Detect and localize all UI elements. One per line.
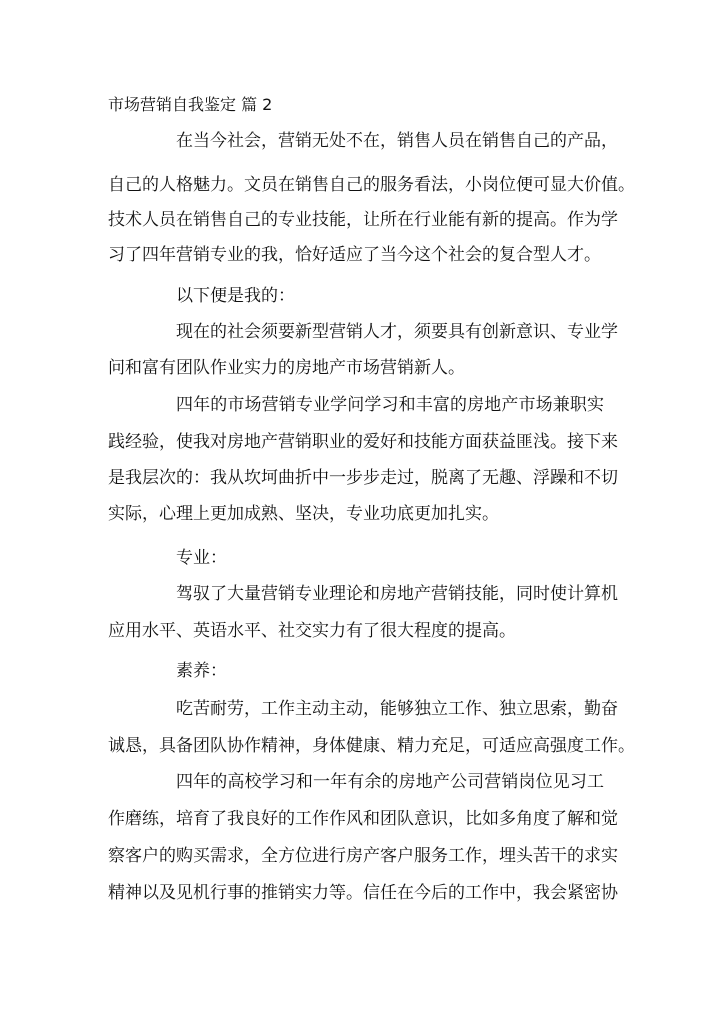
- paragraph-line: 驾驭了大量营销专业理论和房地产营销技能，同时使计算机: [176, 584, 618, 604]
- paragraph-line: 素养：: [176, 661, 227, 681]
- paragraph-line: 应用水平、英语水平、社交实力有了很大程度的提高。: [108, 621, 516, 641]
- paragraph-line: 现在的社会须要新型营销人才，须要具有创新意识、专业学: [176, 322, 618, 342]
- paragraph-line: 精神以及见机行事的推销实力等。信任在今后的工作中，我会紧密协: [108, 883, 618, 903]
- paragraph-line: 问和富有团队作业实力的房地产市场营销新人。: [108, 358, 465, 378]
- paragraph-line: 吃苦耐劳，工作主动主动，能够独立工作、独立思索，勤奋: [176, 699, 618, 719]
- paragraph-line: 作磨练，培育了我良好的工作作风和团队意识，比如多角度了解和觉: [108, 809, 618, 829]
- paragraph-line: 诚恳，具备团队协作精神，身体健康、精力充足，可适应高强度工作。: [108, 736, 635, 756]
- paragraph-line: 自己的人格魅力。文员在销售自己的服务看法，小岗位便可显大价值。: [108, 175, 635, 195]
- paragraph-line: 专业：: [176, 548, 227, 568]
- paragraph-line: 是我层次的：我从坎坷曲折中一步步走过，脱离了无趣、浮躁和不切: [108, 468, 618, 488]
- paragraph-line: 察客户的购买需求，全方位进行房产客户服务工作，埋头苦干的求实: [108, 846, 618, 866]
- paragraph-line: 四年的高校学习和一年有余的房地产公司营销岗位见习工: [176, 772, 604, 792]
- paragraph-line: 实际，心理上更加成熟、坚决，专业功底更加扎实。: [108, 504, 499, 524]
- paragraph-line: 四年的市场营销专业学问学习和丰富的房地产市场兼职实: [176, 395, 604, 415]
- paragraph-line: 以下便是我的：: [176, 286, 295, 306]
- paragraph-line: 践经验，使我对房地产营销职业的爱好和技能方面获益匪浅。接下来: [108, 432, 618, 452]
- document-title: 市场营销自我鉴定 篇 2: [108, 95, 273, 114]
- paragraph-line: 在当今社会，营销无处不在，销售人员在销售自己的产品，: [176, 131, 618, 151]
- paragraph-line: 技术人员在销售自己的专业技能，让所在行业能有新的提高。作为学: [108, 210, 618, 230]
- paragraph-line: 习了四年营销专业的我，恰好适应了当今这个社会的复合型人才。: [108, 245, 601, 265]
